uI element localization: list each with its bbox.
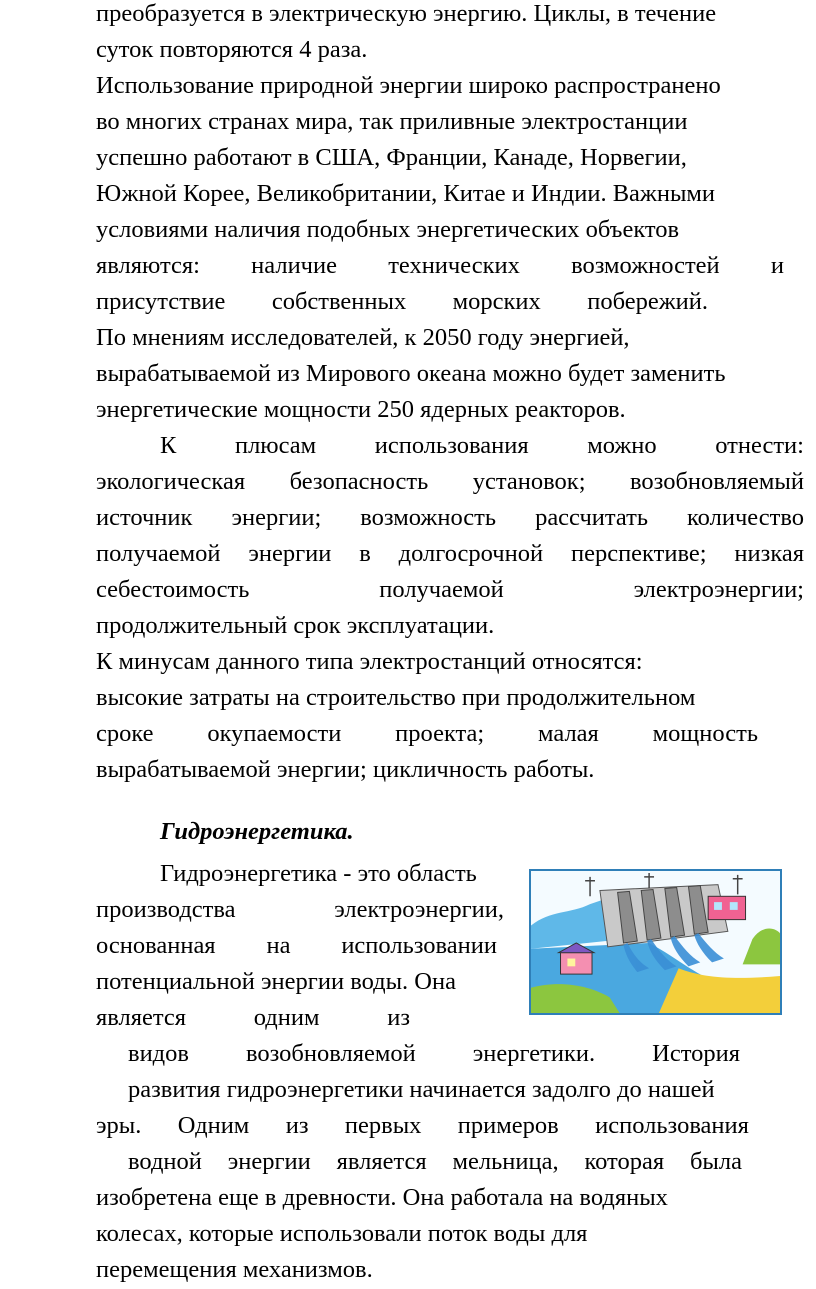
word: отнести: (715, 432, 804, 459)
text-line-25 (96, 928, 497, 964)
word: в (359, 540, 371, 567)
text-line-21 (96, 716, 758, 752)
word: плюсам (234, 432, 317, 459)
word: окупаемости (207, 720, 342, 747)
word: наличие (251, 252, 337, 279)
word: является (96, 1004, 187, 1031)
word: является (336, 1148, 427, 1175)
text-line-31 (128, 1144, 742, 1180)
word: была (689, 1148, 742, 1175)
text-line-22: вырабатываемой энергии; цикличность работы. (96, 756, 595, 783)
dam-drawing (531, 871, 780, 1013)
word: возобновляемой (246, 1040, 416, 1067)
text-line-4: во многих странах мира, так приливные электростанции (96, 108, 688, 135)
word: которая (584, 1148, 665, 1175)
word: безопасность (289, 468, 429, 495)
text-line-5: успешно работают в США, Франции, Канаде, Норвегии, (96, 144, 687, 171)
text-line-6: Южной Корее, Великобритании, Китае и Индии. Важными (96, 180, 716, 207)
text-line-24 (96, 892, 504, 928)
word: использования (595, 1112, 749, 1139)
text-line-11: вырабатываемой из Мирового океана можно будет заменить (96, 360, 726, 387)
text-line-29: развития гидроэнергетики начинается задолго до нашей (128, 1076, 715, 1103)
word: технических (388, 252, 520, 279)
word: можно (587, 432, 657, 459)
word: К (160, 432, 177, 459)
word: проекта; (395, 720, 485, 747)
word: мощность (652, 720, 758, 747)
word: из (285, 1112, 309, 1139)
word: энергии (227, 1148, 311, 1175)
text-line-26: потенциальной энергии воды. Она (96, 968, 456, 995)
word: являются: (96, 252, 200, 279)
word: экологическая (96, 468, 246, 495)
text-line-34: перемещения механизмов. (96, 1256, 373, 1283)
word: из (387, 1004, 410, 1031)
text-line-28 (128, 1036, 740, 1072)
word: эры. (96, 1112, 142, 1139)
hydroelectric-dam-illustration (529, 869, 782, 1015)
text-line-2: суток повторяются 4 раза. (96, 36, 368, 63)
word: производства (96, 896, 236, 923)
word: использования (374, 432, 529, 459)
section-heading: Гидроэнергетика. (160, 818, 354, 845)
word: установок; (472, 468, 586, 495)
word: побережий. (587, 288, 708, 315)
text-line-9 (96, 284, 708, 320)
word: одним (253, 1004, 320, 1031)
word: низкая (734, 540, 804, 567)
text-line-27 (96, 1000, 410, 1036)
text-line-14 (96, 464, 804, 500)
text-line-12: энергетические мощности 250 ядерных реакторов. (96, 396, 626, 423)
text-line-30 (96, 1108, 749, 1144)
word: возможность (360, 504, 497, 531)
word: источник (96, 504, 193, 531)
word: количество (687, 504, 804, 531)
text-line-13 (160, 428, 804, 464)
text-line-1: преобразуется в электрическую энергию. Циклы, в течение (96, 0, 717, 27)
word: первых (344, 1112, 422, 1139)
text-line-17 (96, 572, 804, 608)
word: электроэнергии, (334, 896, 504, 923)
word: возможностей (571, 252, 720, 279)
word: мельница, (452, 1148, 559, 1175)
text-line-18: продолжительный срок эксплуатации. (96, 612, 495, 639)
word: рассчитать (535, 504, 649, 531)
text-line-32: изобретена еще в древности. Она работала на водяных (96, 1184, 668, 1211)
text-line-7: условиями наличия подобных энергетических объектов (96, 216, 680, 243)
text-line-15 (96, 500, 804, 536)
text-line-23: Гидроэнергетика - это область (160, 860, 477, 887)
word: использовании (341, 932, 497, 959)
text-line-19: К минусам данного типа электростанций относятся: (96, 648, 643, 675)
word: перспективе; (570, 540, 707, 567)
word: получаемой (379, 576, 504, 603)
word: возобновляемый (630, 468, 804, 495)
word: электроэнергии; (633, 576, 804, 603)
word: на (266, 932, 291, 959)
text-line-3: Использование природной энергии широко распространено (96, 72, 721, 99)
word: малая (538, 720, 599, 747)
word: долгосрочной (398, 540, 544, 567)
word: энергии (248, 540, 332, 567)
text-line-16 (96, 536, 804, 572)
word: История (652, 1040, 740, 1067)
word: видов (128, 1040, 189, 1067)
text-line-10: По мнениям исследователей, к 2050 году энергией, (96, 324, 630, 351)
word: сроке (96, 720, 154, 747)
text-line-20: высокие затраты на строительство при продолжительном (96, 684, 696, 711)
word: себестоимость (96, 576, 250, 603)
word: энергии; (231, 504, 322, 531)
word: энергетики. (472, 1040, 596, 1067)
word: основанная (96, 932, 216, 959)
word: получаемой (96, 540, 221, 567)
word: Одним (177, 1112, 250, 1139)
word: собственных (271, 288, 407, 315)
word: присутствие (96, 288, 226, 315)
word: водной (128, 1148, 202, 1175)
word: примеров (457, 1112, 559, 1139)
text-line-33: колесах, которые использовали поток воды для (96, 1220, 588, 1247)
word: и (770, 252, 784, 279)
text-line-8 (96, 248, 784, 284)
word: морских (452, 288, 541, 315)
